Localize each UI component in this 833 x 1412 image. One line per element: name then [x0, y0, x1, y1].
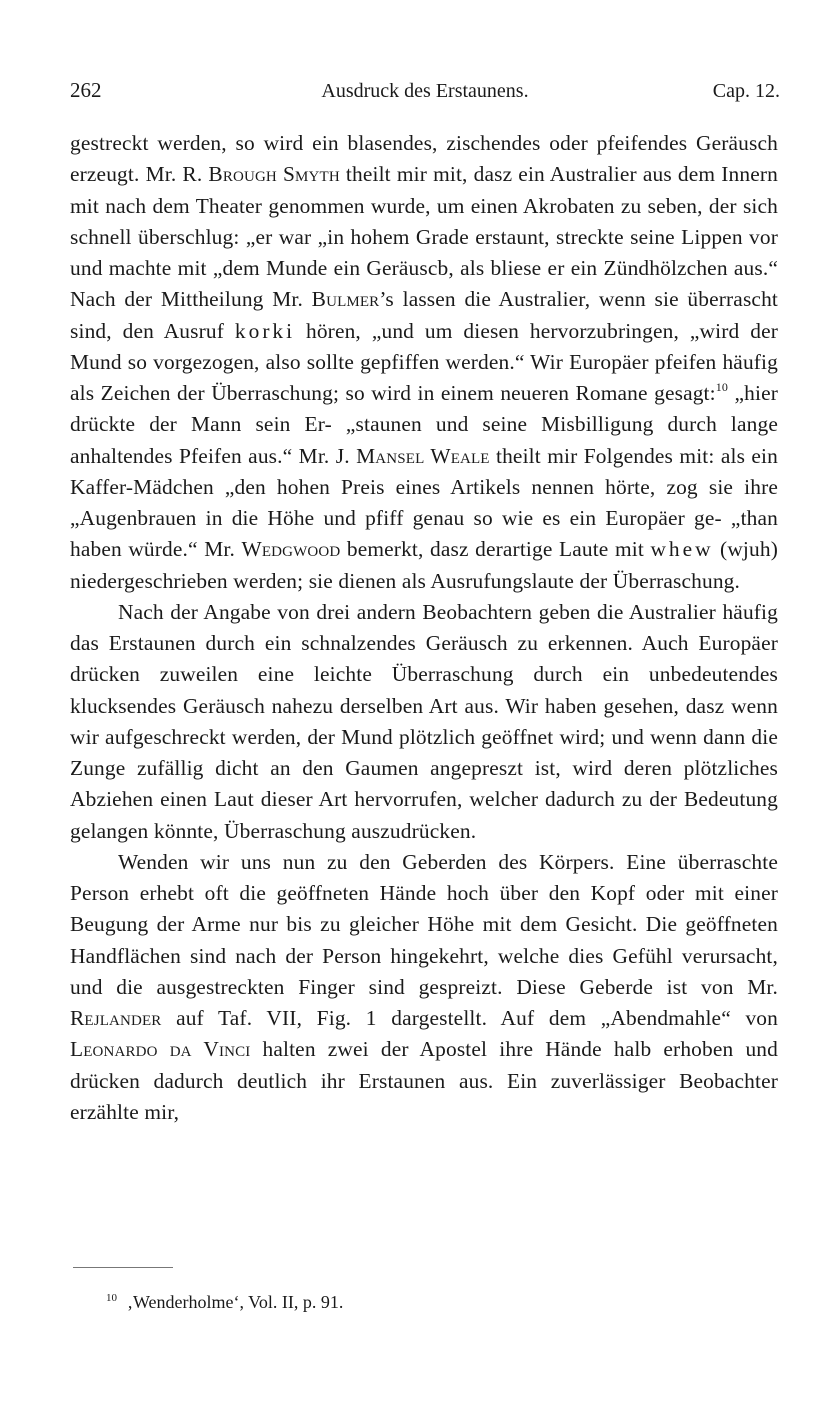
text-run: hören, „und um diesen hervorzubringen, „wird der Mund so vorgezogen, also sollte gepfiffen werden.“ Wir Europäer pfeifen häufig als Zeichen der Überraschung; so wird in einem neueren Romane gesagt:	[70, 318, 778, 405]
running-title: Ausdruck des Erstaunens.	[321, 80, 529, 102]
text-run: bemerkt, dasz derartige Laute mit	[340, 537, 651, 562]
spaced-word: korki	[234, 318, 296, 343]
person-name: Mansel Weale	[356, 443, 490, 468]
text-run: ’s lassen die Australier, wenn sie überrascht sind, den Ausruf	[70, 287, 779, 343]
text-run: „hier drückte der Mann sein Er- „staunen und seine Misbilligung durch lange anhaltendes Pfeifen aus.“ Mr. J.	[70, 381, 778, 468]
chapter-label: Cap. 12.	[712, 80, 780, 102]
person-name: Leonardo da Vinci	[70, 1037, 251, 1062]
footnote-number: 10	[106, 1292, 117, 1304]
person-name: Wedgwood	[241, 537, 341, 562]
page-number: 262	[70, 78, 102, 102]
paragraph-3	[70, 847, 778, 1128]
person-name: Bulmer	[311, 287, 380, 312]
paragraph-1	[70, 128, 778, 597]
text-run: (wjuh) niedergeschrieben werden; sie dienen als Ausrufungslaute der Überraschung.	[70, 537, 778, 593]
person-name: Brough Smyth	[208, 162, 340, 187]
text-run: theilt mir Folgendes mit: als ein Kaffer-Mädchen „den hohen Preis eines Artikels nennen hörte, zog sie ihre „Augenbrauen in die Höhe und pfiff genau so wie es ein Europäer ge- „than haben würde.“ Mr.	[70, 443, 778, 562]
text-run: gestreckt werden, so wird ein blasendes, zischendes oder pfeifendes Geräusch erzeugt. Mr. R.	[70, 131, 778, 187]
text-run: auf Taf. VII, Fig. 1 dargestellt. Auf dem „Abendmahle“ von	[161, 1006, 778, 1030]
text-run: theilt mir mit, dasz ein Australier aus dem Innern mit nach dem Theater genommen wurde, um einen Akrobaten zu seben, der sich schnell überschlug: „er war „in hohem Grade erstaunt, streckte seine Lippen vor und machte mit „dem Munde ein Geräuscb, als bliese er ein Zündhölzchen aus.“ Nach der Mittheilung Mr.	[70, 162, 779, 312]
paragraph-2: Nach der Angabe von drei andern Beobachtern geben die Australier häufig das Erstaunen durch ein schnalzendes Geräusch zu erkennen. Auch Europäer drücken zuweilen eine leichte Überraschung durch ein unbedeutendes klucksendes Geräusch nahezu derselben Art aus. Wir haben gesehen, dasz wenn wir aufgeschreckt werden, der Mund plötzlich geöffnet wird; und wenn dann die Zunge zufällig dicht an den Gaumen angepreszt ist, wird deren plötzliches Abziehen einen Laut dieser Art hervorrufen, welcher dadurch zu der Bedeutung gelangen könnte, Überraschung auszudrücken.	[70, 599, 778, 843]
text-run: Wenden wir uns nun zu den Geberden des Körpers. Eine überraschte Person erhebt oft die geöffneten Hände hoch über den Kopf oder mit einer Beugung der Arme nur bis zu gleicher Höhe mit dem Gesicht. Die geöffneten Handflächen sind nach der Person hingekehrt, welche dies Gefühl verursacht, und die ausgestreckten Finger sind gespreizt. Diese Geberde ist von Mr.	[70, 849, 778, 999]
footnote-divider	[73, 1267, 173, 1268]
text-run: halten zwei der Apostel ihre Hände halb erhoben und drücken dadurch deutlich ihr Erstaunen aus. Ein zuverlässiger Beobachter erzählte mir,	[70, 1037, 778, 1124]
footnote	[106, 1292, 343, 1313]
main-text	[70, 128, 778, 1128]
person-name: Rejlander	[70, 1006, 162, 1030]
running-header	[70, 78, 780, 108]
spaced-word: whew	[650, 537, 714, 562]
footnote-text: ‚Wenderholme‘, Vol. II, p. 91.	[127, 1292, 344, 1312]
footnote-reference: 10	[715, 380, 729, 394]
